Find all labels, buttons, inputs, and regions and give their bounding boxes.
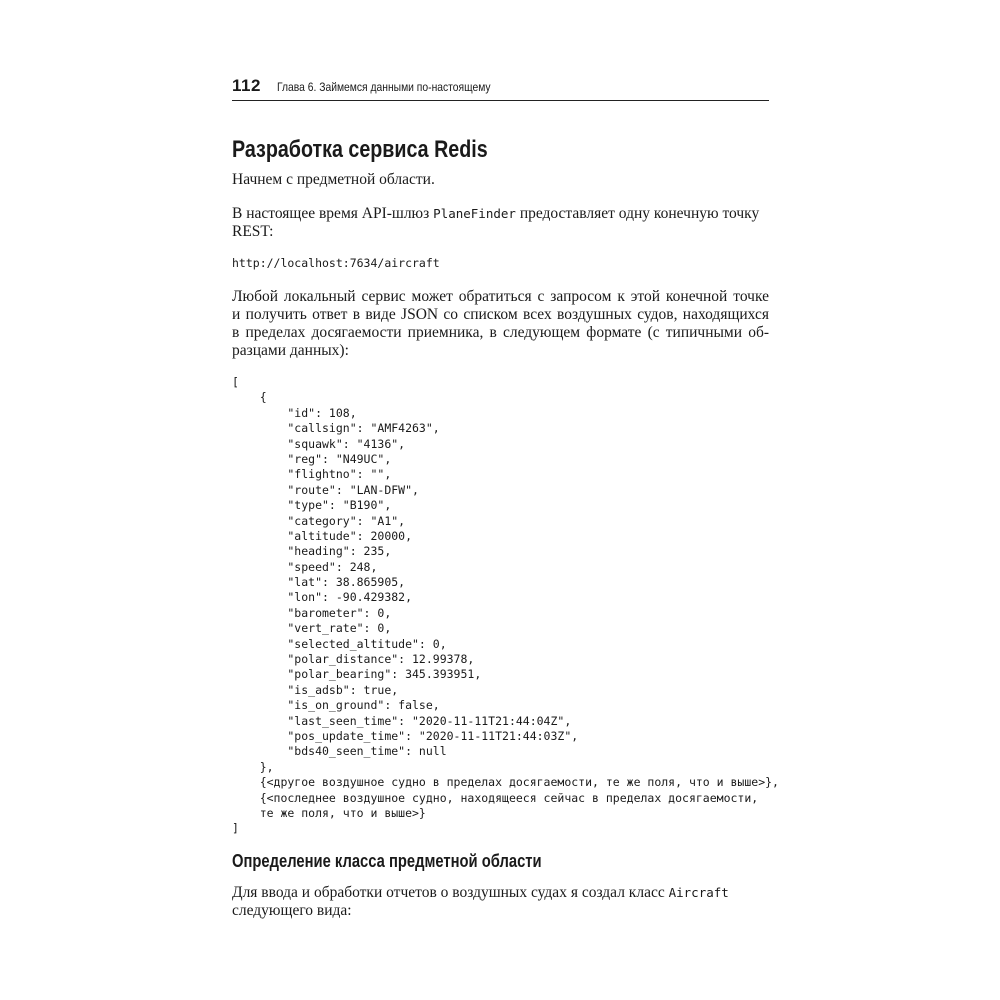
code-line: [	[232, 375, 239, 389]
code-line: "callsign": "AMF4263",	[232, 421, 440, 436]
page-number: 112	[232, 76, 261, 95]
code-line: "reg": "N49UC",	[232, 451, 392, 466]
paragraph-line: разцами данных):	[232, 342, 349, 359]
code-line: "altitude": 20000,	[232, 528, 413, 543]
json-code-block	[232, 375, 779, 837]
paragraph-line	[232, 884, 769, 902]
text-run: Для ввода и обработки отчетов о воздушных судах я создал класс	[232, 884, 669, 901]
paragraph-line: REST:	[232, 223, 274, 240]
paragraph-line	[232, 205, 769, 223]
code-line: "is_adsb": true,	[232, 682, 399, 697]
code-line: "barometer": 0,	[232, 605, 392, 620]
code-line: "bds40_seen_time": null	[232, 744, 447, 759]
inline-code-aircraft: Aircraft	[668, 885, 729, 900]
code-line: ]	[232, 821, 239, 836]
book-page	[232, 0, 779, 1000]
code-line: "heading": 235,	[232, 544, 392, 559]
code-line: "lon": -90.429382,	[232, 590, 413, 605]
code-line: "speed": 248,	[232, 559, 378, 574]
code-line: "squawk": "4136",	[232, 436, 406, 451]
code-line: "pos_update_time": "2020-11-11T21:44:03Z",	[232, 728, 579, 743]
code-line: {<другое воздушное судно в пределах досягаемости, те же поля, что и выше>},	[232, 775, 779, 790]
running-header	[232, 76, 769, 101]
code-line: "is_on_ground": false,	[232, 698, 440, 713]
code-line: "category": "A1",	[232, 513, 406, 528]
paragraph-intro	[232, 171, 769, 189]
paragraph-response	[232, 288, 769, 360]
paragraph-line: и получить ответ в виде JSON со списком всех воздушных судов, находящихся	[232, 306, 769, 323]
paragraph-line: Любой локальный сервис может обратиться с запросом к этой конечной точке	[232, 288, 769, 305]
code-line: "vert_rate": 0,	[232, 621, 392, 636]
endpoint-url: http://localhost:7634/aircraft	[232, 256, 440, 270]
code-line: "flightno": "",	[232, 467, 392, 482]
code-line: "route": "LAN-DFW",	[232, 482, 419, 497]
paragraph-gateway	[232, 205, 769, 241]
chapter-title: Глава 6. Займемся данными по-настоящему	[276, 80, 491, 94]
paragraph-aircraft-class	[232, 884, 769, 920]
paragraph-line: следующего вида:	[232, 902, 352, 919]
inline-code-planefinder: PlaneFinder	[433, 206, 516, 221]
code-line: "selected_altitude": 0,	[232, 636, 447, 651]
code-line: {<последнее воздушное судно, находящееся сейчас в пределах досягаемости,	[232, 790, 759, 805]
paragraph-line: Начнем с предметной области.	[232, 171, 435, 188]
text-run: В настоящее время API-шлюз	[232, 205, 434, 222]
code-line: "last_seen_time": "2020-11-11T21:44:04Z",	[232, 713, 572, 728]
code-line: "id": 108,	[232, 405, 357, 420]
section-heading: Разработка сервиса Redis	[232, 136, 488, 163]
text-run: предоставляет одну конечную точку	[515, 205, 760, 222]
code-line: },	[232, 759, 274, 774]
paragraph-line: в пределах досягаемости приемника, в следующем формате (с типичными об-	[232, 324, 769, 341]
code-line: те же поля, что и выше>}	[232, 805, 426, 820]
code-line: {	[232, 390, 267, 405]
subsection-heading: Определение класса предметной области	[232, 851, 542, 871]
code-line: "lat": 38.865905,	[232, 575, 406, 590]
code-line: "polar_bearing": 345.393951,	[232, 667, 482, 682]
code-line: "type": "B190",	[232, 498, 392, 513]
code-line: "polar_distance": 12.99378,	[232, 652, 475, 667]
